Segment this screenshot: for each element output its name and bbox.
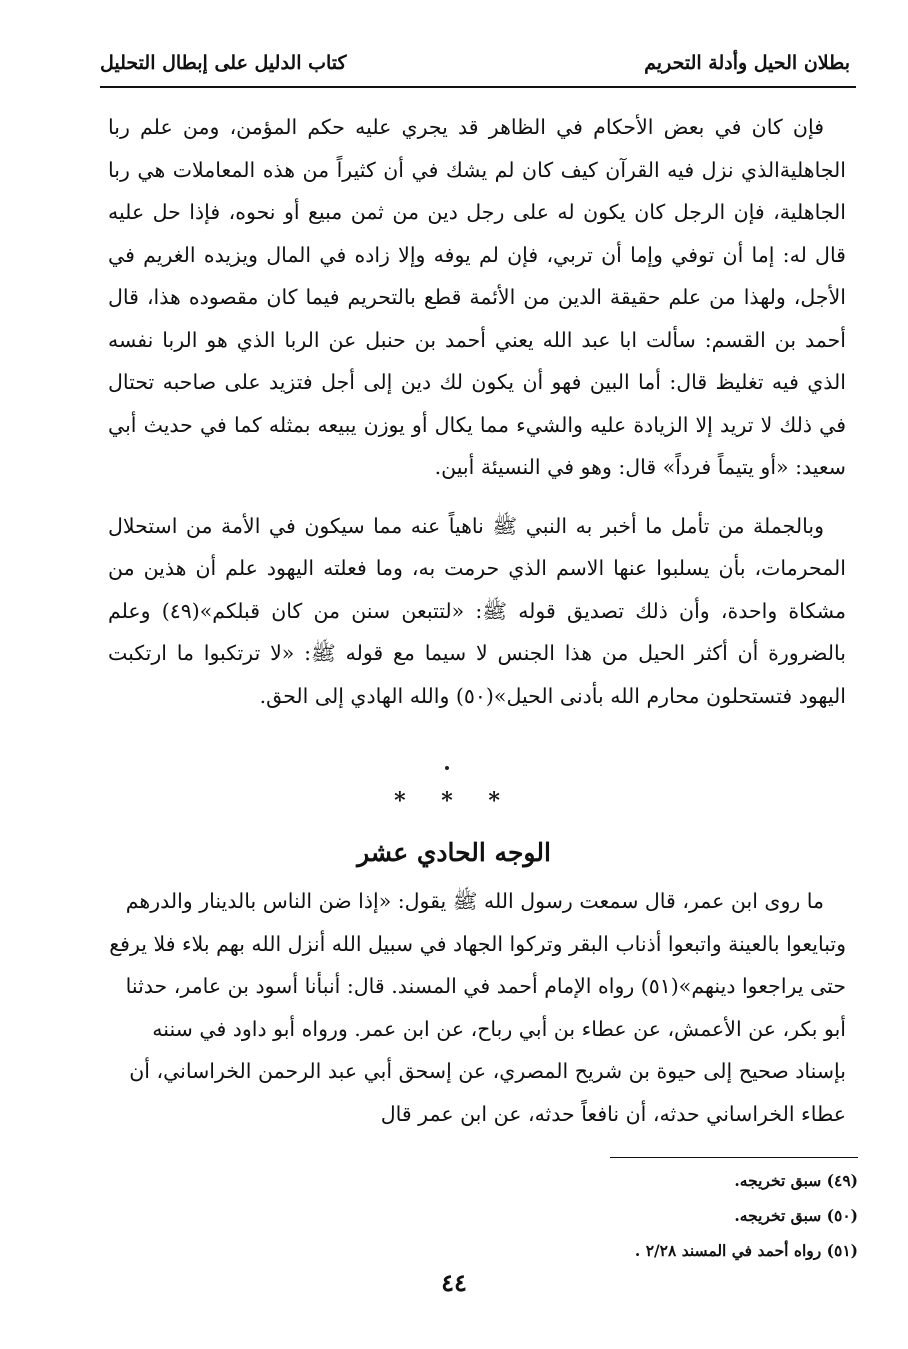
page-number: ٤٤	[441, 1268, 467, 1297]
footnote-49: (٤٩) سبق تخريجه.	[734, 1171, 858, 1190]
footnote-51: (٥١) رواه أحمد في المسند ٢/٢٨ .	[634, 1241, 858, 1260]
paragraph-conclusion: وبالجملة من تأمل ما أخبر به النبي ﷺ ناهياً عنه مما سيكون في الأمة من استحلال المحرمات، بأن يسلبوا عنها الاسم الذي حرمت به، وما فعلته اليهود علم أن هذين من مشكاة واحدة، وأن ذلك تصديق قوله ﷺ: «لتتبعن سنن من كان قبلكم»(٤٩) وعلم بالضرورة أن أكثر الحيل من هذا الجنس لا سيما مع قوله ﷺ: «لا ترتكبوا ما ارتكبت اليهود فتستحلون محارم الله بأدنى الحيل»(٥٠) والله الهادي إلى الحق.	[108, 513, 846, 708]
footnotes	[560, 1163, 858, 1268]
paragraph-riba: فإن كان في بعض الأحكام في الظاهر قد يجري عليه حكم المؤمن، ومن علم ربا الجاهليةالذي نزل فيه القرآن كيف كان لم يشك في أن كثيراً من هذه المعاملات هي ربا الجاهلية، فإن الرجل كان يكون له على رجل دين من ثمن مبيع أو نحوه، فإذا حل عليه قال له: إما أن توفي وإما أن تربي، فإن لم يوفه وإلا زاده في المال ويزيده الغريم في الأجل، ولهذا من علم حقيقة الدين من الأئمة قطع بالتحريم فيما كان مقصوده هذا، قال أحمد بن القسم: سألت ابا عبد الله يعني أحمد بن حنبل عن الربا الذي هو الربا نفسه الذي فيه تغليظ قال: أما البين فهو أن يكون لك دين إلى أجل فتزيد على صاحبه تحتال في ذلك لا تريد إلا الزيادة عليه والشيء مما يكال أو يوزن يبيعه بمثله كما في حديث أبي سعيد: «أو يتيماً فرداً» قال: وهو في النسيئة أبين.	[108, 115, 846, 479]
ink-dot	[445, 766, 449, 770]
section-heading: الوجه الحادي عشر	[357, 838, 551, 867]
footnote-divider	[610, 1157, 858, 1158]
header-book-section-title: بطلان الحيل وأدلة التحريم	[644, 52, 850, 74]
paragraph-ibn-umar-hadith: ما روى ابن عمر، قال سمعت رسول الله ﷺ يقول: «إذا ضن الناس بالدينار والدرهم وتبايعوا بالعينة واتبعوا أذناب البقر وتركوا الجهاد في سبيل الله أنزل الله بهم بلاء فلا يرفع حتى يراجعوا دينهم»(٥١) رواه الإمام أحمد في المسند. قال: أنبأنا أسود بن عامر، حدثنا أبو بكر، عن الأعمش، عن عطاء بن أبي رباح، عن ابن عمر. ورواه أبو داود في سننه بإسناد صحيح إلى حيوة بن شريح المصري، عن إسحق أبي عبد الرحمن الخراساني، أن عطاء الخراساني حدثه، أن نافعاً حدثه، عن ابن عمر قال	[109, 889, 846, 1126]
section-body	[108, 880, 846, 1135]
main-text	[108, 106, 846, 717]
footnote-50: (٥٠) سبق تخريجه.	[734, 1206, 858, 1225]
header-book-title: كتاب الدليل على إبطال التحليل	[100, 52, 347, 74]
running-header	[100, 40, 850, 74]
section-separator: * * *	[394, 788, 514, 814]
header-divider	[100, 86, 856, 88]
